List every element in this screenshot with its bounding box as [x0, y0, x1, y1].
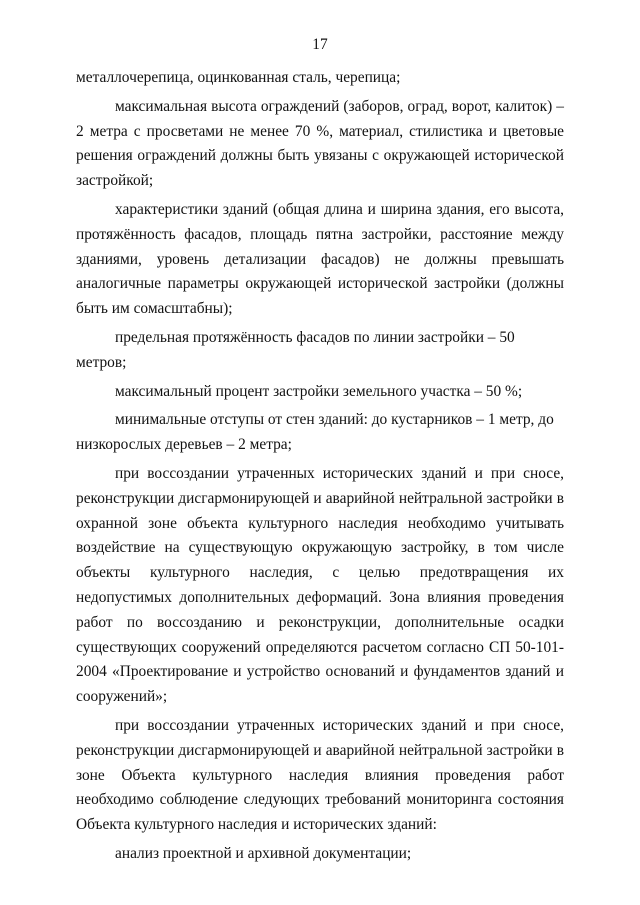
paragraph-minimum-setbacks: минимальные отступы от стен зданий: до кустарников – 1 метр, до низкорослых деревьев – 2 метра;	[76, 411, 554, 454]
paragraph-development-percentage: максимальный процент застройки земельного участка – 50 %;	[115, 382, 523, 400]
page-number: 17	[312, 36, 328, 53]
paragraph-monitoring-requirements: при воссоздании утраченных исторических зданий и при сносе, реконструкции дисгармонирующей и аварийной нейтральной застройки в зоне Объекта культурного наследия влияния проведения работ необходимо соблюдение следующих требований мониторинга состояния Объекта культурного наследия и исторических зданий:	[76, 716, 564, 834]
paragraph-building-characteristics: характеристики зданий (общая длина и ширина здания, его высота, протяжённость фасадов, площадь пятна застройки, расстояние между зданиями, уровень детализации фасадов) не должны превышать аналогичные параметры окружающей исторической застройки (должны быть им сомасштабны);	[76, 200, 564, 318]
paragraph-document-analysis: анализ проектной и архивной документации;	[115, 844, 412, 862]
document-body	[76, 66, 564, 871]
paragraph-roofing-materials: металлочерепица, оцинкованная сталь, черепица;	[76, 69, 401, 86]
paragraph-facade-length: предельная протяжённость фасадов по линии застройки – 50 метров;	[76, 328, 515, 371]
paragraph-reconstruction-protection-zone: при воссоздании утраченных исторических зданий и при сносе, реконструкции дисгармонирующей и аварийной нейтральной застройки в охранной зоне объекта культурного наследия необходимо учитывать воздействие на существующую окружающую застройку, в том числе объекты культурного наследия, с целью предотвращения их недопустимых дополнительных деформаций. Зона влияния проведения работ по воссозданию и реконструкции, дополнительные осадки существующих сооружений определяются расчетом согласно СП 50-101-2004 «Проектирование и устройство оснований и фундаментов зданий и сооружений»;	[76, 464, 564, 706]
paragraph-fence-height: максимальная высота ограждений (заборов, оград, ворот, калиток) – 2 метра с просветами не менее 70 %, материал, стилистика и цветовые решения ограждений должны быть увязаны с окружающей исторической застройкой;	[76, 97, 564, 190]
